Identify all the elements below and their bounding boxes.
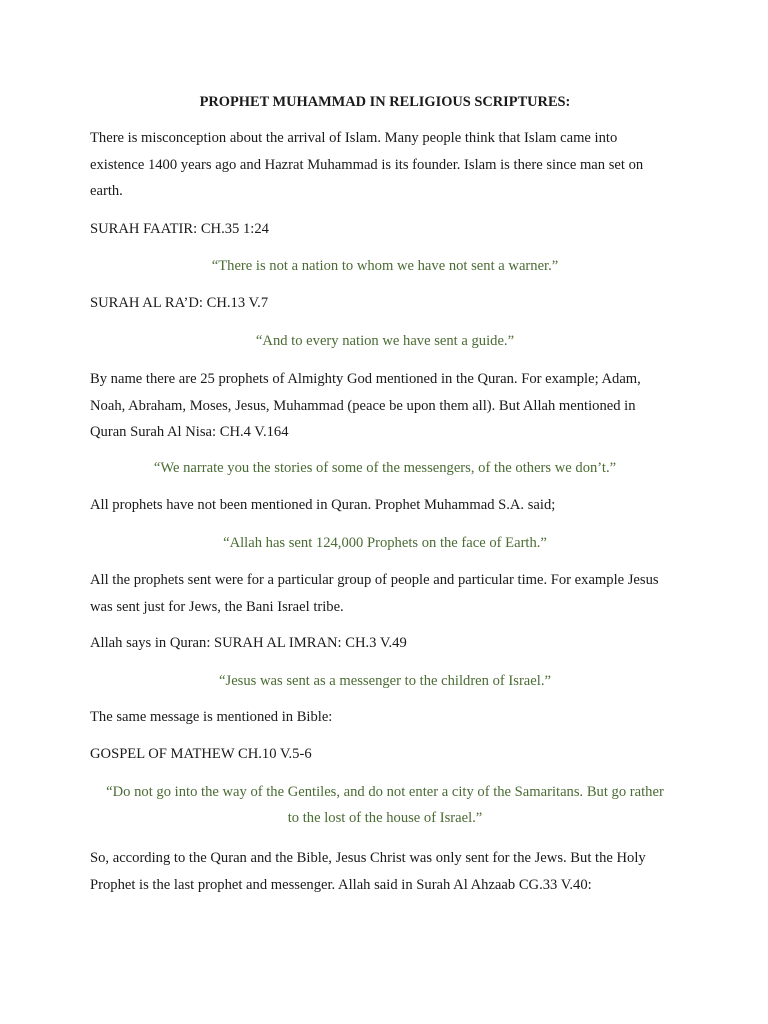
reference-surah-al-rad: SURAH AL RA’D: CH.13 V.7 [90, 295, 269, 311]
reference-surah-faatir: SURAH FAATIR: CH.35 1:24 [90, 221, 269, 237]
intro-paragraph: There is misconception about the arrival of Islam. Many people think that Islam came into existence 1400 years ago and Hazrat Muhammad is its founder. Islam is there since man set on earth. [90, 130, 644, 199]
document-title: PROPHET MUHAMMAD IN RELIGIOUS SCRIPTURES: [199, 94, 571, 110]
quote-gentiles-line-1: “Do not go into the way of the Gentiles, and do not enter a city of the Samaritans. But go rather [106, 784, 664, 800]
reference-gospel-mathew: GOSPEL OF MATHEW CH.10 V.5-6 [90, 746, 312, 762]
paragraph-not-mentioned: All prophets have not been mentioned in Quran. Prophet Muhammad S.A. said; [90, 497, 556, 513]
paragraph-conclusion: So, according to the Quran and the Bible, Jesus Christ was only sent for the Jews. But the Holy Prophet is the last prophet and messenger. Allah said in Surah Al Ahzaab CG.33 V.40: [90, 850, 646, 893]
quote-gentiles-line-2: to the lost of the house of Israel.” [287, 810, 483, 826]
quote-guide: “And to every nation we have sent a guide.” [255, 333, 515, 349]
paragraph-prophets: By name there are 25 prophets of Almighty God mentioned in the Quran. For example; Adam, Noah, Abraham, Moses, Jesus, Muhammad (peace be upon them all). But Allah mentioned in Quran Surah Al Nisa: CH.4 V.164 [90, 371, 641, 440]
quote-warner: “There is not a nation to whom we have not sent a warner.” [211, 258, 559, 274]
document-page [90, 0, 680, 1024]
paragraph-surah-al-imran: Allah says in Quran: SURAH AL IMRAN: CH.3 V.49 [90, 635, 407, 651]
quote-jesus-messenger: “Jesus was sent as a messenger to the children of Israel.” [219, 673, 551, 689]
paragraph-bible: The same message is mentioned in Bible: [90, 709, 333, 725]
quote-stories: “We narrate you the stories of some of the messengers, of the others we don’t.” [153, 460, 617, 476]
quote-124000-prophets: “Allah has sent 124,000 Prophets on the face of Earth.” [223, 535, 547, 551]
paragraph-particular-group: All the prophets sent were for a particular group of people and particular time. For example Jesus was sent just for Jews, the Bani Israel tribe. [90, 572, 659, 615]
